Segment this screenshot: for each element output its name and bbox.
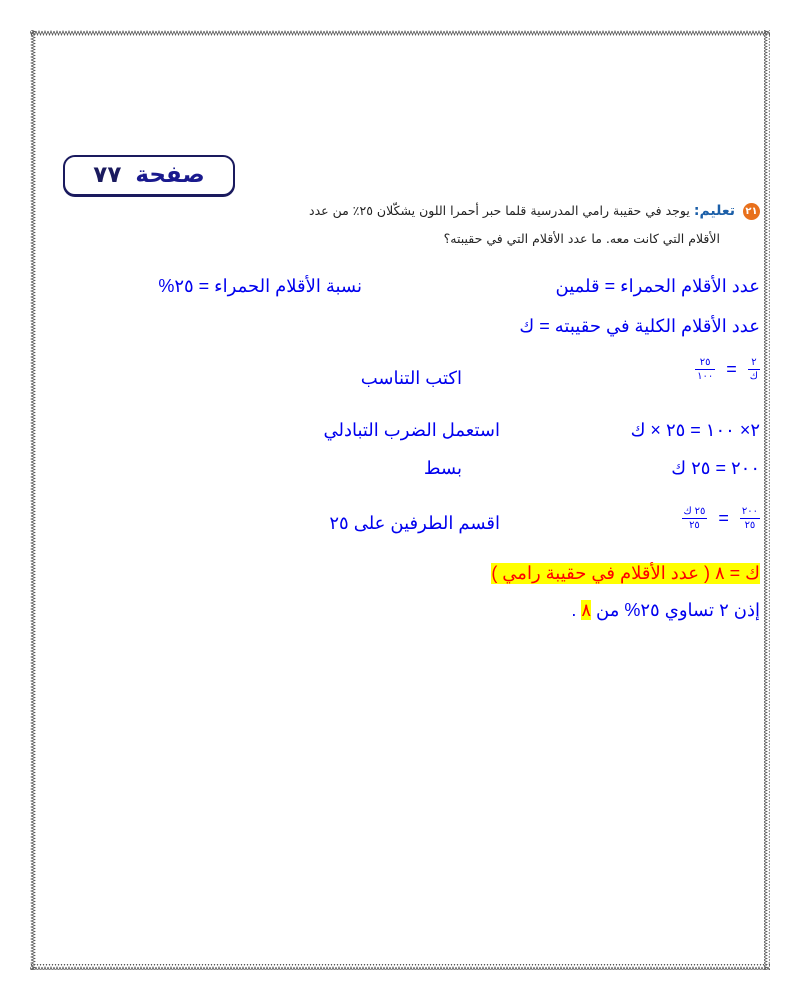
proportion-equation: $\frac{٢}{\text{ك}}$ = $\frac{٢٥}{١٠٠}$ xyxy=(697,357,758,382)
cross-multiply-label: استعمل الضرب التبادلي xyxy=(323,420,500,440)
divide-label: اقسم الطرفين على ٢٥ xyxy=(329,513,500,533)
red-pens-count: عدد الأقلام الحمراء = قلمين xyxy=(555,276,760,296)
conclusion-line xyxy=(571,600,760,621)
page-label-word: صفحة xyxy=(135,162,205,188)
problem-number: ٢١ xyxy=(743,203,760,220)
problem-statement xyxy=(40,197,760,252)
red-pens-ratio: نسبة الأقلام الحمراء = ٢٥% xyxy=(158,276,362,296)
answer-line: ك = ٨ ( عدد الأقلام في حقيبة رامي ) xyxy=(491,563,760,583)
divide-equation: $\frac{٢٠٠}{٢٥}$ = $\frac{\text{٢٥ ك}}{٢٥}$ xyxy=(683,506,758,531)
conclusion-end: . xyxy=(571,600,577,620)
page-number-badge xyxy=(63,155,235,196)
proportion-step-label: اكتب التناسب xyxy=(360,368,462,388)
total-pens: عدد الأقلام الكلية في حقيبته = ك xyxy=(519,316,760,336)
problem-line-2: الأقلام التي كانت معه. ما عدد الأقلام التي في حقيبته؟ xyxy=(443,231,720,246)
conclusion-value: ٨ xyxy=(581,600,592,620)
conclusion-text: إذن ٢ تساوي ٢٥% من xyxy=(596,600,760,620)
fraction-div-left: $\frac{٢٠٠}{٢٥}$ xyxy=(741,506,758,531)
simplify-equation: ٢٠٠ = ٢٥ ك xyxy=(671,458,760,478)
problem-label: تعليم: xyxy=(693,203,736,219)
problem-line-1: يوجد في حقيبة رامي المدرسية قلما حبر أحمرا اللون يشكّلان ٢٥٪ من عدد xyxy=(309,203,690,218)
fraction-left: $\frac{٢}{\text{ك}}$ xyxy=(749,357,758,382)
page-label-number: ٧٧ xyxy=(93,162,122,188)
simplify-label: بسط xyxy=(423,458,462,478)
fraction-div-right: $\frac{\text{٢٥ ك}}{٢٥}$ xyxy=(683,506,706,531)
fraction-right: $\frac{٢٥}{١٠٠}$ xyxy=(697,357,714,382)
cross-multiply-equation: ٢× ١٠٠ = ٢٥ × ك xyxy=(630,420,760,440)
